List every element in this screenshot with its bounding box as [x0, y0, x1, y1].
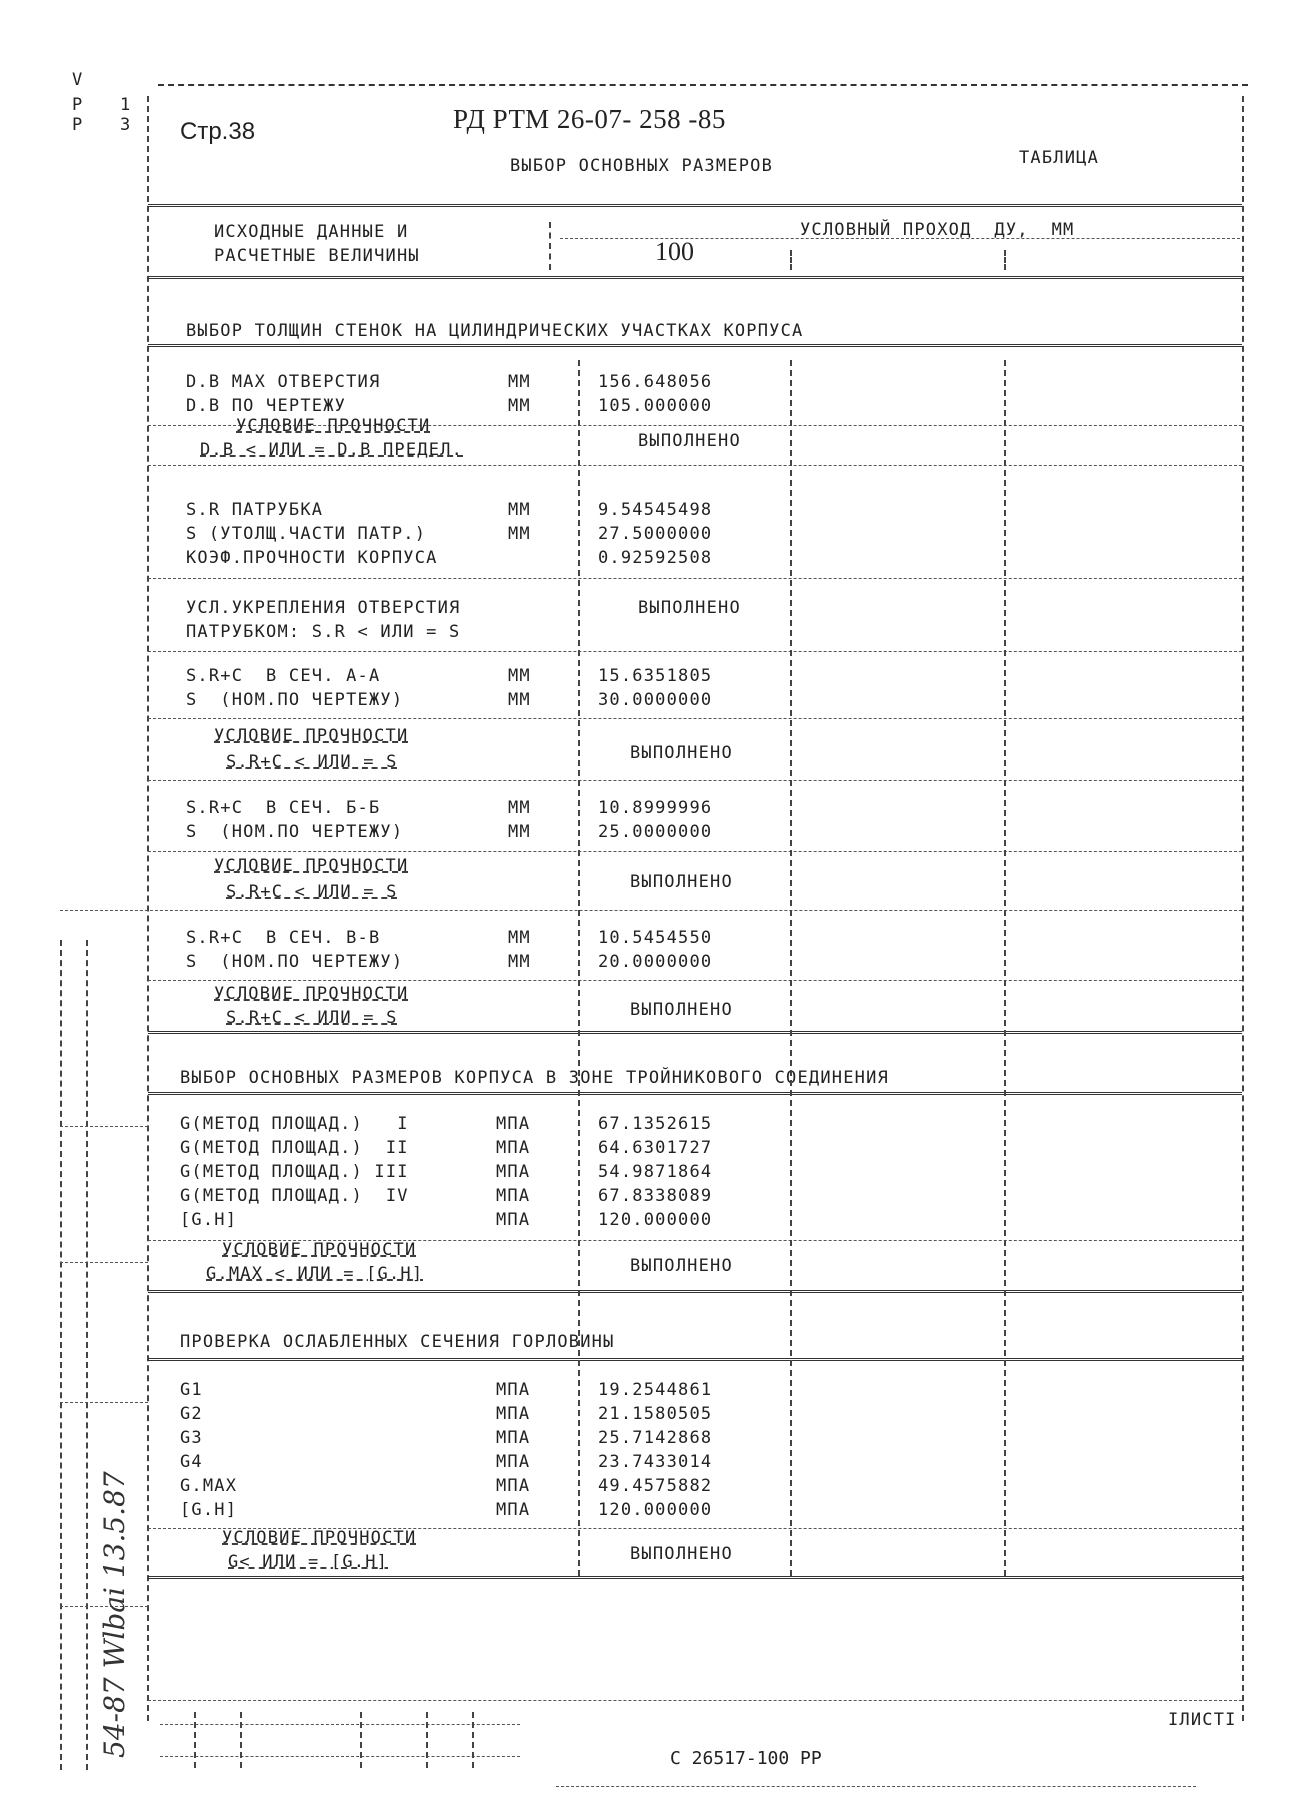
row-unit: МПА: [496, 1162, 531, 1182]
row-value: 19.2544861: [598, 1380, 713, 1400]
footer-cell: [240, 1712, 242, 1768]
row-label: S.R+C В СЕЧ. А-А: [186, 666, 381, 686]
row-value: 25.0000000: [598, 822, 713, 842]
row-value: 23.7433014: [598, 1452, 713, 1472]
condition-text: S.R+C < ИЛИ = S: [226, 1008, 398, 1028]
header-rule-top: [148, 204, 1242, 207]
row-label: [G.H]: [180, 1210, 238, 1230]
col-left-line2: РАСЧЕТНЫЕ ВЕЛИЧИНЫ: [214, 246, 420, 266]
row-label: G.MAX: [180, 1476, 238, 1496]
col-divider-1: [549, 222, 551, 270]
nominal-diameter: 100: [655, 237, 694, 266]
section-rule: [148, 344, 1242, 347]
condition-result: ВЫПОЛНЕНО: [630, 872, 733, 892]
row-label: S.R ПАТРУБКА: [186, 500, 324, 520]
row-divider: [60, 910, 1242, 911]
section-rule: [148, 1358, 1242, 1361]
row-unit: ММ: [508, 396, 531, 416]
margin-strip-left: [60, 940, 62, 1770]
condition-result: ВЫПОЛНЕНО: [630, 1544, 733, 1564]
row-label: [G.H]: [180, 1500, 238, 1520]
row-value: 25.7142868: [598, 1428, 713, 1448]
row-value: 10.5454550: [598, 928, 713, 948]
margin-strip-rule: [60, 1262, 148, 1263]
row-unit: ММ: [508, 524, 531, 544]
section-rule: [148, 1576, 1242, 1579]
row-value: 9.54545498: [598, 500, 713, 520]
row-divider: [148, 651, 1242, 652]
row-unit: МПА: [496, 1186, 531, 1206]
document-code: РД РТМ 26-07- 258 -85: [453, 104, 726, 134]
handwritten-signature: 54-87 Wlbai 13.5.87: [98, 1471, 131, 1758]
row-unit: ММ: [508, 500, 531, 520]
margin-n1: 1: [120, 95, 132, 115]
header-rule-bottom: [148, 276, 1242, 279]
table-col-divider-value: [578, 360, 580, 1576]
table-col-divider-3: [1004, 360, 1006, 1576]
condition-title: УСЛОВИЕ ПРОЧНОСТИ: [214, 726, 409, 746]
col-right-title: УСЛОВНЫЙ ПРОХОД ДУ, ММ: [800, 220, 1075, 240]
row-unit: ММ: [508, 666, 531, 686]
condition-title: УСЛ.УКРЕПЛЕНИЯ ОТВЕРСТИЯ: [186, 598, 461, 618]
footer-bottom-rule: [556, 1786, 1196, 1787]
margin-p2: P: [72, 115, 84, 135]
row-unit: МПА: [496, 1428, 531, 1448]
row-unit: ММ: [508, 822, 531, 842]
row-unit: МПА: [496, 1500, 531, 1520]
table-col-divider-2: [790, 360, 792, 1576]
margin-strip-mid: [86, 940, 88, 1770]
margin-strip-rule: [60, 1402, 148, 1403]
left-border: [147, 96, 149, 1721]
section-rule: [148, 1092, 1242, 1095]
condition-result: ВЫПОЛНЕНО: [630, 743, 733, 763]
row-unit: ММ: [508, 928, 531, 948]
footer-cell-rule: [160, 1756, 520, 1757]
condition-text: S.R+C < ИЛИ = S: [226, 752, 398, 772]
row-value: 27.5000000: [598, 524, 713, 544]
row-label: S (УТОЛЩ.ЧАСТИ ПАТР.): [186, 524, 427, 544]
col-divider-2: [790, 250, 792, 270]
row-label: КОЭФ.ПРОЧНОСТИ КОРПУСА: [186, 548, 438, 568]
row-unit: МПА: [496, 1138, 531, 1158]
condition-title: УСЛОВИЕ ПРОЧНОСТИ: [222, 1240, 417, 1260]
section-title-tee: ВЫБОР ОСНОВНЫХ РАЗМЕРОВ КОРПУСА В ЗОНЕ ТРОЙНИКОВОГО СОЕДИНЕНИЯ: [180, 1068, 889, 1088]
row-value: 120.000000: [598, 1500, 713, 1520]
table-subtitle: ВЫБОР ОСНОВНЫХ РАЗМЕРОВ: [510, 156, 774, 176]
condition-text: G< ИЛИ = [G.H]: [228, 1552, 389, 1572]
row-label: G(МЕТОД ПЛОЩАД.) I: [180, 1114, 409, 1134]
row-label: D.В ПО ЧЕРТЕЖУ: [186, 396, 347, 416]
row-value: 67.8338089: [598, 1186, 713, 1206]
row-unit: ММ: [508, 952, 531, 972]
margin-strip-rule: [60, 1126, 148, 1127]
row-divider: [148, 718, 1242, 719]
row-divider: [148, 851, 1242, 852]
row-label: G2: [180, 1404, 203, 1424]
section-rule: [148, 1290, 1242, 1293]
condition-text: S.R+C < ИЛИ = S: [226, 882, 398, 902]
condition-title: УСЛОВИЕ ПРОЧНОСТИ: [236, 416, 431, 436]
row-unit: МПА: [496, 1380, 531, 1400]
row-value: 64.6301727: [598, 1138, 713, 1158]
row-label: G(МЕТОД ПЛОЩАД.) II: [180, 1138, 409, 1158]
row-label: D.В MAX ОТВЕРСТИЯ: [186, 372, 381, 392]
margin-v: V: [72, 70, 84, 90]
footer-cell: [194, 1712, 196, 1768]
footer-rule: [148, 1700, 1242, 1701]
row-label: G(МЕТОД ПЛОЩАД.) III: [180, 1162, 409, 1182]
section-title-walls: ВЫБОР ТОЛЩИН СТЕНОК НА ЦИЛИНДРИЧЕСКИХ УЧАСТКАХ КОРПУСА: [186, 321, 804, 341]
page-number: Стр.38: [180, 118, 256, 145]
sheet-label: IЛИСТI: [1168, 1710, 1237, 1730]
row-value: 156.648056: [598, 372, 713, 392]
row-divider: [148, 980, 1242, 981]
footer-cell: [426, 1712, 428, 1768]
row-label: G3: [180, 1428, 203, 1448]
condition-result: ВЫПОЛНЕНО: [638, 598, 741, 618]
row-divider: [148, 578, 1242, 579]
condition-result: ВЫПОЛНЕНО: [630, 1256, 733, 1276]
row-divider: [148, 465, 1242, 466]
row-label: S (НОМ.ПО ЧЕРТЕЖУ): [186, 822, 404, 842]
footer-cell: [360, 1712, 362, 1768]
row-value: 120.000000: [598, 1210, 713, 1230]
col-divider-3: [1004, 250, 1006, 270]
row-unit: ММ: [508, 798, 531, 818]
footer-cell: [472, 1712, 474, 1768]
row-value: 67.1352615: [598, 1114, 713, 1134]
row-value: 21.1580505: [598, 1404, 713, 1424]
row-unit: ММ: [508, 372, 531, 392]
row-value: 105.000000: [598, 396, 713, 416]
row-label: S (НОМ.ПО ЧЕРТЕЖУ): [186, 952, 404, 972]
row-unit: ММ: [508, 690, 531, 710]
row-divider: [148, 780, 1242, 781]
row-value: 10.8999996: [598, 798, 713, 818]
top-border: [158, 84, 1248, 86]
section-rule: [148, 1031, 1242, 1034]
row-label: S.R+C В СЕЧ. Б-Б: [186, 798, 381, 818]
condition-title: УСЛОВИЕ ПРОЧНОСТИ: [214, 984, 409, 1004]
row-unit: МПА: [496, 1452, 531, 1472]
row-value: 54.9871864: [598, 1162, 713, 1182]
margin-p1: P: [72, 95, 84, 115]
condition-title: УСЛОВИЕ ПРОЧНОСТИ: [214, 856, 409, 876]
row-label: G4: [180, 1452, 203, 1472]
row-unit: МПА: [496, 1404, 531, 1424]
row-unit: МПА: [496, 1210, 531, 1230]
row-value: 15.6351805: [598, 666, 713, 686]
condition-text: ПАТРУБКОМ: S.R < ИЛИ = S: [186, 622, 461, 642]
row-label: G(МЕТОД ПЛОЩАД.) IV: [180, 1186, 409, 1206]
footer-cell-rule: [160, 1724, 520, 1725]
table-label: ТАБЛИЦА: [1019, 148, 1100, 168]
condition-text: D.В < ИЛИ = D.В ПРЕДЕЛ.: [200, 440, 464, 460]
condition-text: G.MAX < ИЛИ = [G.H]: [206, 1264, 424, 1284]
margin-n2: 3: [120, 115, 132, 135]
right-border: [1242, 96, 1244, 1721]
document-stamp-code: С 26517-100 РР: [670, 1748, 822, 1769]
row-value: 0.92592508: [598, 548, 713, 568]
row-unit: МПА: [496, 1476, 531, 1496]
condition-result: ВЫПОЛНЕНО: [638, 431, 741, 451]
row-value: 20.0000000: [598, 952, 713, 972]
condition-title: УСЛОВИЕ ПРОЧНОСТИ: [222, 1528, 417, 1548]
section-title-neck: ПРОВЕРКА ОСЛАБЛЕННЫХ СЕЧЕНИЯ ГОРЛОВИНЫ: [180, 1332, 615, 1352]
row-value: 49.4575882: [598, 1476, 713, 1496]
row-label: S.R+C В СЕЧ. В-В: [186, 928, 381, 948]
condition-result: ВЫПОЛНЕНО: [630, 1000, 733, 1020]
row-label: S (НОМ.ПО ЧЕРТЕЖУ): [186, 690, 404, 710]
col-left-line1: ИСХОДНЫЕ ДАННЫЕ И: [214, 222, 409, 242]
row-value: 30.0000000: [598, 690, 713, 710]
row-label: G1: [180, 1380, 203, 1400]
row-unit: МПА: [496, 1114, 531, 1134]
